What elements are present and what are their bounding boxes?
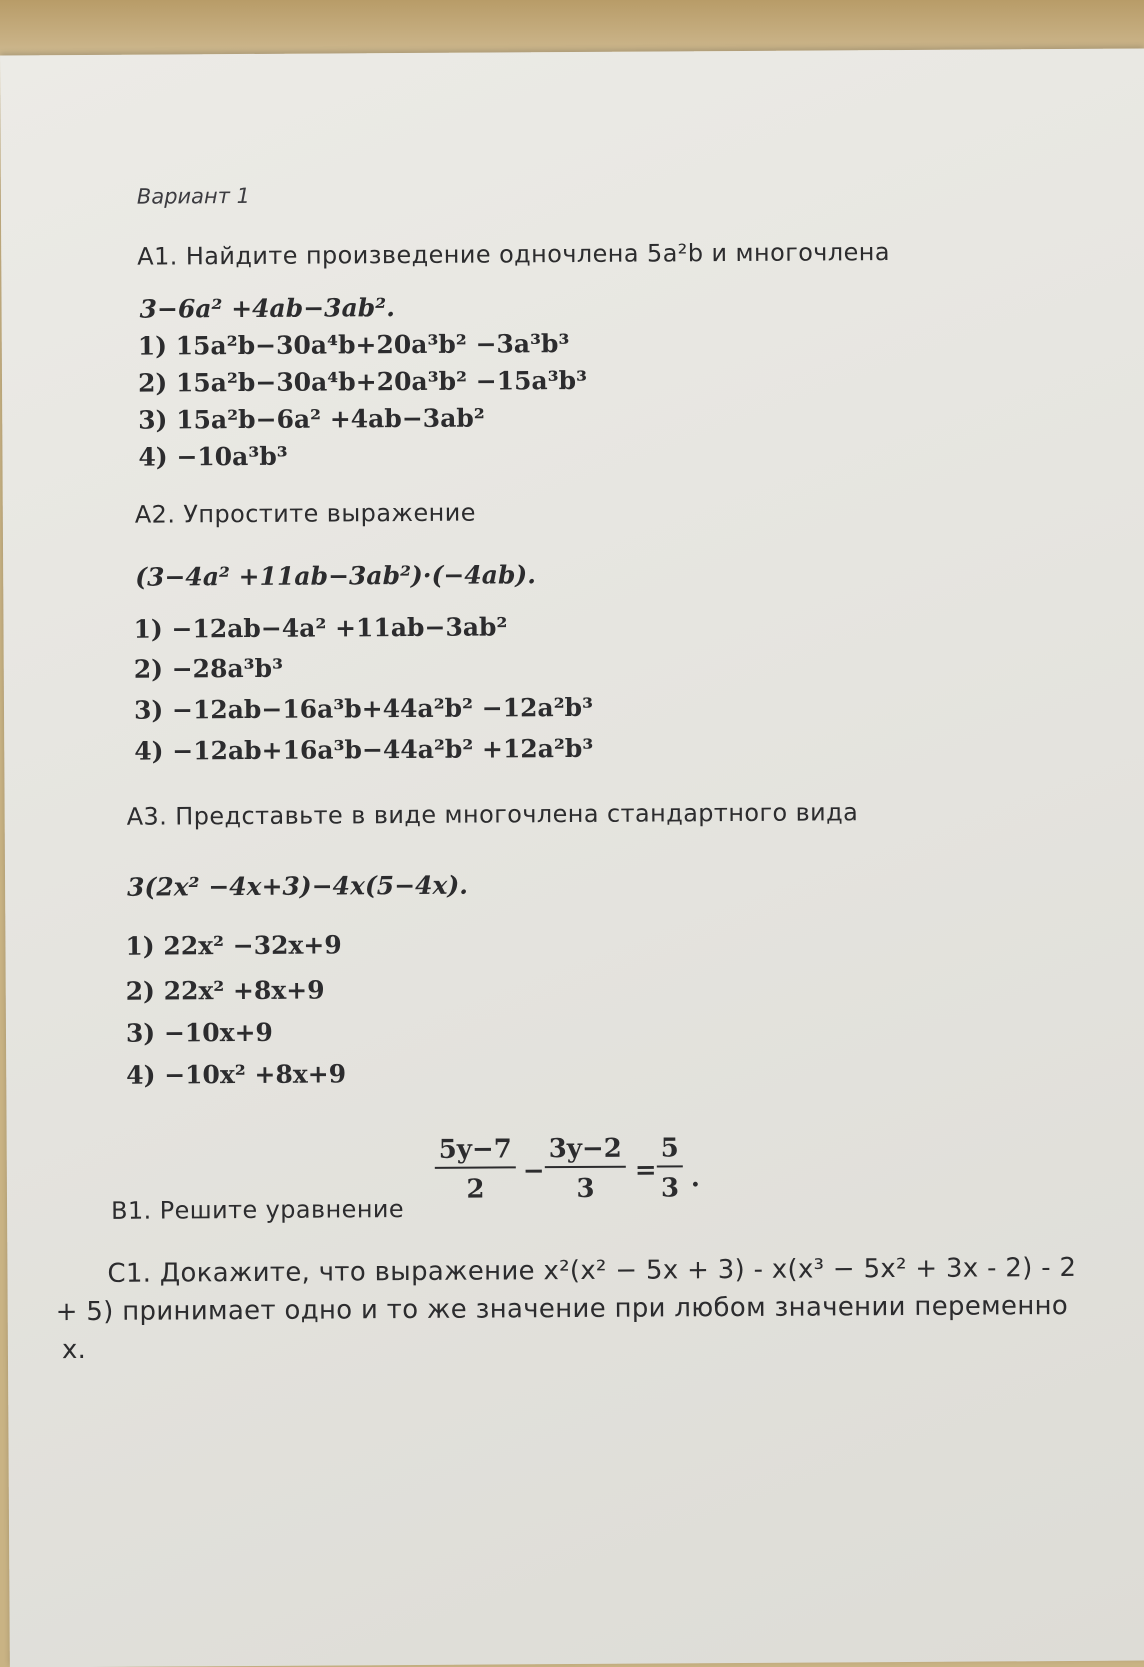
option-a1-3: 3) 15a²b−6a² +4ab−3ab² bbox=[138, 403, 485, 435]
question-c1-line-1: С1. Докажите, что выражение x²(x² − 5x + 3) - x(x³ − 5x² + 3x - 2) - 2 bbox=[107, 1252, 1077, 1289]
question-a1: А1. Найдите произведение одночлена 5a²b и многочлена bbox=[137, 238, 891, 271]
option-a3-3: 3) −10x+9 bbox=[125, 1017, 273, 1048]
minus-sign: − bbox=[522, 1156, 545, 1187]
option-a3-2: 2) 22x² +8x+9 bbox=[125, 975, 325, 1006]
question-c1-line-2: + 5) принимает одно и то же значение при любом значении переменно bbox=[55, 1290, 1069, 1328]
fraction-1-numerator: 5y−7 bbox=[435, 1134, 516, 1168]
fraction-3-numerator: 5 bbox=[657, 1133, 683, 1167]
option-a1-4: 4) −10a³b³ bbox=[138, 441, 288, 472]
question-a3: А3. Представьте в виде многочлена стандартного вида bbox=[126, 798, 859, 831]
option-a3-4: 4) −10x² +8x+9 bbox=[126, 1059, 347, 1090]
worksheet-page bbox=[0, 49, 1144, 1667]
fraction-2-denominator: 3 bbox=[576, 1173, 595, 1204]
expression-a3: 3(2x² −4x+3)−4x(5−4x). bbox=[127, 870, 469, 902]
expression-a1: 3−6a² +4ab−3ab². bbox=[139, 293, 395, 324]
option-a2-3: 3) −12ab−16a³b+44a²b² −12a²b³ bbox=[133, 692, 594, 725]
fraction-1 bbox=[435, 1134, 517, 1204]
question-c1-line-3: х. bbox=[61, 1334, 87, 1366]
fraction-1-denominator: 2 bbox=[466, 1174, 485, 1205]
option-a2-1: 1) −12ab−4a² +11ab−3ab² bbox=[133, 612, 508, 644]
fraction-2 bbox=[545, 1134, 627, 1204]
option-a1-2: 2) 15a²b−30a⁴b+20a³b² −15a³b³ bbox=[137, 365, 588, 398]
fraction-2-numerator: 3y−2 bbox=[545, 1134, 626, 1168]
variant-title: Вариант 1 bbox=[136, 183, 251, 209]
fraction-3 bbox=[657, 1133, 684, 1203]
question-b1: В1. Решите уравнение bbox=[110, 1195, 405, 1225]
question-a2: А2. Упростите выражение bbox=[134, 498, 476, 529]
option-a2-4: 4) −12ab+16a³b−44a²b² +12a²b³ bbox=[134, 733, 594, 766]
option-a3-1: 1) 22x² −32x+9 bbox=[125, 930, 342, 961]
option-a1-1: 1) 15a²b−30a⁴b+20a³b² −3a³b³ bbox=[137, 329, 570, 361]
option-a2-2: 2) −28a³b³ bbox=[133, 653, 284, 684]
equals-sign: = bbox=[634, 1155, 657, 1186]
expression-a2: (3−4a² +11ab−3ab²)·(−4ab). bbox=[135, 560, 537, 592]
fraction-3-denominator: 3 bbox=[660, 1173, 680, 1204]
period: . bbox=[690, 1163, 701, 1194]
